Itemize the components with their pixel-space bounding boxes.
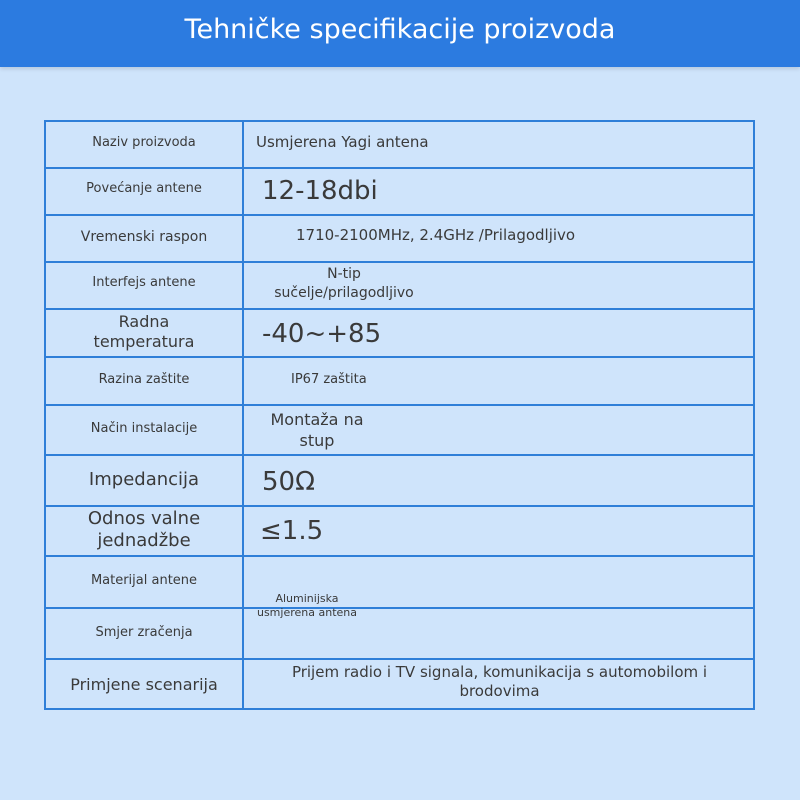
row-divider (46, 505, 753, 507)
row-divider (46, 167, 753, 169)
label-protection-level: Razina zaštite (98, 372, 190, 387)
page-header (0, 0, 800, 67)
value-antenna-gain: 12-18dbi (262, 176, 378, 206)
label-temperature-line1: Radna (118, 312, 170, 331)
label-temperature-line2: temperatura (93, 332, 195, 351)
row-divider (46, 454, 753, 456)
label-impedance: Impedancija (88, 469, 200, 490)
value-material-direction-line2: usmjerena antena (256, 606, 357, 619)
value-application-line1: Prijem radio i TV signala, komunikacija s automobilom i (291, 663, 708, 681)
label-frequency-range: Vremenski raspon (80, 229, 208, 245)
label-antenna-gain: Povećanje antene (86, 181, 202, 196)
spec-table (44, 120, 755, 710)
value-vswr: ≤1.5 (260, 516, 324, 546)
label-antenna-material: Materijal antene (90, 573, 198, 588)
label-vswr-line1: Odnos valne (87, 508, 201, 529)
page-title: Tehničke specifikacije proizvoda (184, 14, 616, 45)
value-installation-line2: stup (299, 431, 335, 450)
value-installation-line1: Montaža na (270, 410, 364, 429)
value-antenna-interface-line1: N-tip (327, 266, 361, 282)
row-divider (46, 356, 753, 358)
row-divider (46, 404, 753, 406)
label-application-scenarios: Primjene scenarija (70, 675, 218, 694)
value-application-line2: brodovima (459, 682, 540, 700)
label-antenna-interface: Interfejs antene (92, 275, 196, 290)
value-material-direction-line1: Aluminijska (275, 592, 339, 605)
row-divider (46, 555, 753, 557)
row-divider (46, 308, 753, 310)
value-product-name: Usmjerena Yagi antena (256, 133, 429, 151)
value-temperature: -40~+85 (262, 319, 382, 349)
value-antenna-interface-line2: sučelje/prilagodljivo (274, 285, 414, 301)
label-product-name: Naziv proizvoda (92, 135, 196, 150)
value-frequency-range: 1710-2100MHz, 2.4GHz /Prilagodljivo (296, 226, 576, 244)
label-installation-method: Način instalacije (90, 421, 198, 436)
label-radiation-direction: Smjer zračenja (95, 625, 193, 640)
row-divider (46, 214, 753, 216)
row-divider (46, 658, 753, 660)
row-divider (46, 261, 753, 263)
row-divider (46, 607, 753, 609)
value-impedance: 50Ω (262, 467, 315, 497)
value-protection-level: IP67 zaštita (291, 372, 367, 387)
label-vswr-line2: jednadžbe (97, 530, 191, 551)
